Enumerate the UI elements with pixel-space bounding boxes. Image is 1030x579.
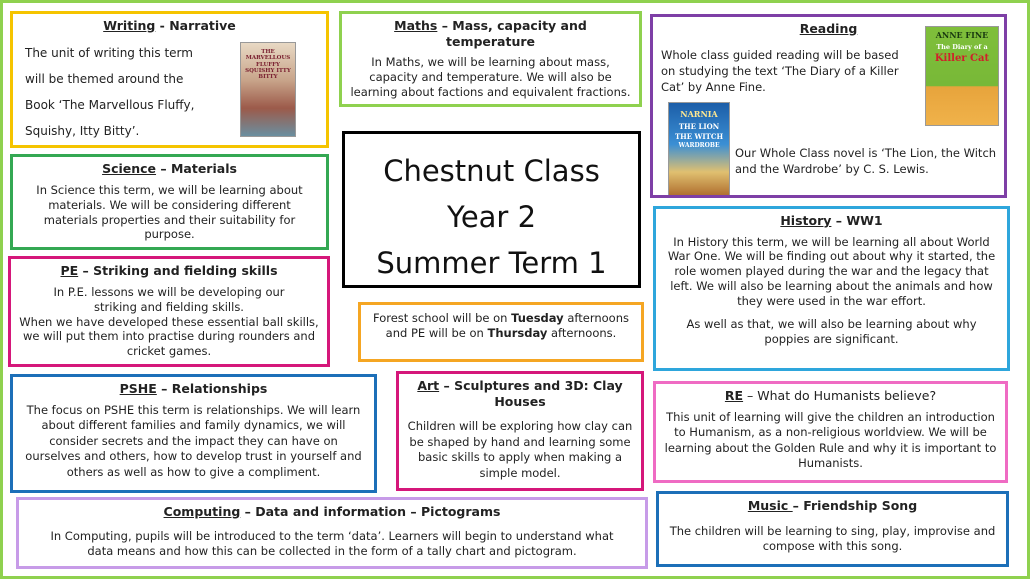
forest-text-3: afternoons. — [547, 325, 617, 340]
writing-heading-subject: Writing — [103, 18, 156, 33]
class-title-line-1: Chestnut Class — [383, 154, 600, 188]
narnia-cover-line-2: THE LION — [678, 122, 720, 131]
computing-panel — [16, 497, 648, 569]
music-heading — [667, 498, 998, 514]
art-heading-subject: Art — [417, 378, 440, 393]
science-heading-subject: Science — [102, 161, 157, 176]
art-body: Children will be exploring how clay can be shaped by hand and learning some basic skills to apply when making a simple model. — [407, 419, 633, 480]
music-panel — [656, 491, 1009, 567]
pshe-heading-topic: – Relationships — [156, 381, 268, 396]
pe-heading-subject: PE — [60, 263, 79, 278]
reading-panel — [650, 14, 1007, 198]
pe-body-1: In P.E. lessons we will be developing our striking and fielding skills. — [53, 284, 285, 314]
music-body: The children will be learning to sing, play, improvise and compose with this song. — [669, 523, 996, 554]
reading-body-guided: Whole class guided reading will be based on studying the text ‘The Diary of a Killer Cat’ by Anne Fine. — [661, 47, 899, 94]
pshe-heading-subject: PSHE — [119, 381, 157, 396]
re-heading-topic: – What do Humanists believe? — [743, 388, 937, 403]
writing-panel — [10, 11, 329, 148]
science-body: In Science this term, we will be learning about materials. We will be considering different materials properties and their suitability for purpose. — [36, 182, 303, 242]
art-heading-topic: – Sculptures and 3D: Clay Houses — [439, 378, 623, 409]
pe-panel — [8, 256, 330, 367]
computing-body: In Computing, pupils will be introduced to the term ‘data’. Learners will begin to understand what data means and how this can be collected in the form of a tally chart and pictogram. — [50, 528, 614, 559]
music-heading-subject: Music — [747, 498, 793, 513]
forest-text-2: afternoons and PE will be on — [385, 311, 629, 340]
history-panel — [653, 206, 1010, 371]
class-title-panel — [342, 131, 641, 288]
class-title-line-2: Year 2 — [446, 200, 537, 234]
fluffy-book-cover-title: THE MARVELLOUS FLUFFY SQUISHY ITTY BITTY — [245, 49, 291, 81]
forest-text-1: Forest school will be on — [372, 311, 512, 325]
narnia-cover-line-4: WARDROBE — [678, 142, 720, 149]
science-heading-topic: – Materials — [156, 161, 237, 176]
computing-heading-subject: Computing — [163, 504, 241, 519]
reading-body-novel: Our Whole Class novel is ‘The Lion, the Witch and the Wardrobe’ by C. S. Lewis. — [735, 146, 997, 177]
killer-cat-cover-author: ANNE FINE — [935, 30, 989, 40]
history-heading-subject: History — [780, 213, 832, 228]
pe-heading — [19, 263, 319, 279]
history-body-2: As well as that, we will also be learning about why poppies are significant. — [686, 317, 977, 346]
pshe-heading — [21, 381, 366, 397]
pe-heading-topic: – Striking and fielding skills — [78, 263, 278, 278]
pe-body-2: When we have developed these essential ball skills, we will put them into practise during rounders and cricket games. — [19, 314, 319, 359]
killer-cat-book-cover-image — [925, 26, 999, 126]
narnia-cover-line-3: THE WITCH — [674, 132, 724, 141]
art-heading — [407, 378, 633, 409]
art-panel — [396, 371, 644, 491]
history-heading — [664, 213, 999, 229]
writing-line-3: Book ‘The Marvellous Fluffy, — [25, 97, 195, 112]
killer-cat-cover-line-2: Killer Cat — [934, 53, 990, 64]
science-panel — [10, 154, 329, 250]
fluffy-book-cover-image — [240, 42, 296, 137]
narnia-cover-line-1: NARNIA — [680, 109, 718, 119]
maths-body: In Maths, we will be learning about mass, capacity and temperature. We will also be learning about factions and equivalent fractions. — [350, 55, 631, 100]
writing-line-4: Squishy, Itty Bitty’. — [25, 123, 140, 138]
writing-heading — [21, 18, 318, 34]
history-heading-topic: – WW1 — [831, 213, 883, 228]
pshe-panel — [10, 374, 377, 493]
writing-line-2: will be themed around the — [25, 71, 184, 86]
writing-heading-topic: - Narrative — [155, 18, 236, 33]
narnia-book-cover-image — [668, 102, 730, 196]
killer-cat-cover-line-1: The Diary of a — [936, 43, 988, 51]
re-heading-subject: RE — [724, 388, 744, 403]
history-body-1: In History this term, we will be learning all about World War One. We will be finding out about why it started, the role women played during the war and the legacy that left. We will also be learning about the animals and how they were used in the war effort. — [667, 234, 996, 308]
writing-line-1: The unit of writing this term — [25, 45, 193, 60]
computing-heading-topic: – Data and information – Pictograms — [240, 504, 501, 519]
class-title-line-3: Summer Term 1 — [376, 246, 607, 280]
maths-heading-topic: – Mass, capacity and temperature — [437, 18, 587, 49]
re-panel — [653, 381, 1008, 483]
maths-heading — [350, 18, 631, 49]
maths-panel — [339, 11, 642, 107]
forest-day-thursday: Thursday — [487, 325, 548, 340]
reading-heading-subject: Reading — [799, 21, 858, 36]
forest-day-tuesday: Tuesday — [511, 311, 564, 325]
science-heading — [21, 161, 318, 177]
computing-heading — [27, 504, 637, 520]
music-heading-topic: – Friendship Song — [792, 498, 918, 513]
re-heading — [664, 388, 997, 404]
pshe-body: The focus on PSHE this term is relationships. We will learn about different families and family dynamics, we will consider secrets and the impact they can have on ourselves and others, how to develop trust in yourself and others as well as how to give a compliment. — [25, 402, 362, 479]
re-body: This unit of learning will give the children an introduction to Humanism, as a non-religious worldview. We will be learning about the Golden Rule and why it is important to Humanists. — [664, 409, 997, 471]
forest-school-panel — [358, 302, 644, 362]
maths-heading-subject: Maths — [394, 18, 438, 33]
